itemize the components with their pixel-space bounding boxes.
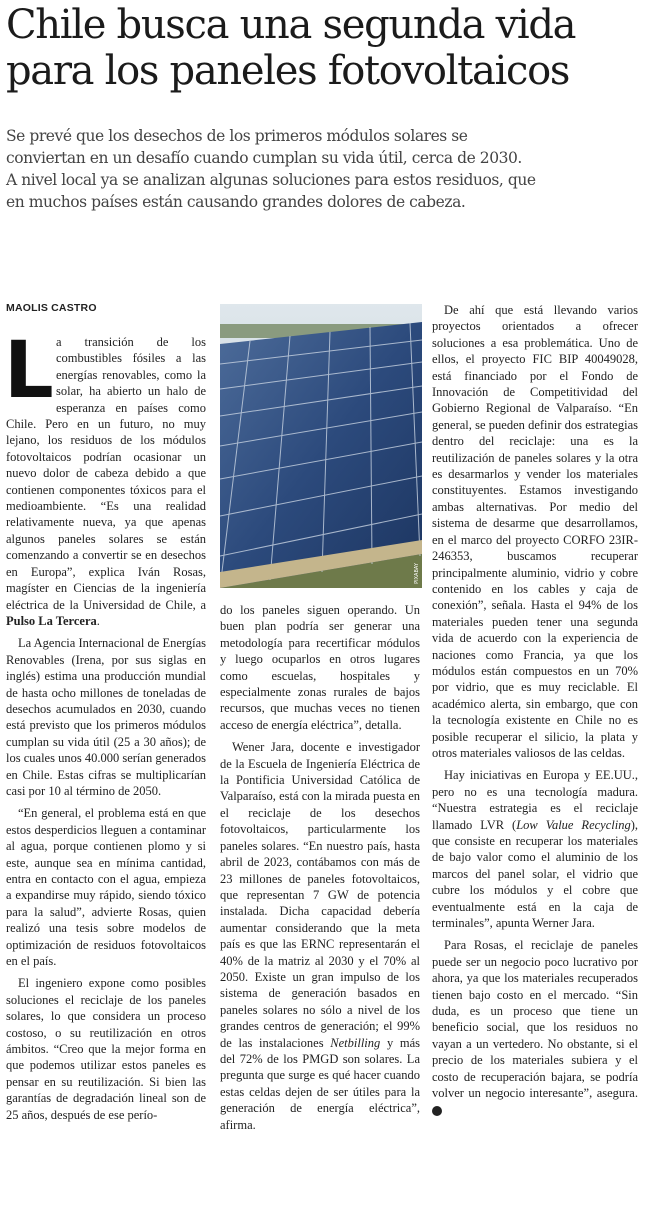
deck-line-4: en muchos países están causando grandes dolores de cabeza.: [6, 193, 466, 211]
deck-line-3: A nivel local ya se analizan algunas soluciones para estos residuos, que: [6, 171, 536, 189]
solar-panels-photo: [220, 304, 422, 588]
paragraph-text: Wener Jara, docente e investigador de la Escuela de Ingeniería Eléctrica de la Pontificia Universidad Católica de Valparaíso, está con la mirada puesta en el reciclaje de los desechos fotovoltaicos, particularmente los paneles solares. “En nuestro país, hasta abril de 2023, contábamos con más de 23 millones de paneles fotovoltaicos, que representan 7 GW de potencia instalada. Dicha capacidad debería aumentar considerando que la meta país es que las ERNC representarán el 40% de la matriz al 2030 y el 70% al 2050. Existe un gran impulso de los sistema de generación basados en paneles solares no sólo a nivel de los grandes centros de generación; el 99% de las instalaciones: [220, 740, 420, 1050]
article-column-1: [4, 326, 206, 1129]
emphasis: Low Value Recycling: [516, 817, 631, 832]
headline: [6, 2, 642, 94]
deck: [6, 125, 642, 213]
paragraph-text: ), que consiste en recuperar los materiales de bajo valor como el aluminio de los marcos del panel solar, el vidrio que cubre los módulos y el cobre que eventualmente está en la caja de terminales”, apunta Werner Jara.: [432, 817, 638, 931]
paragraph: “En general, el problema está en que estos desperdicios lleguen a contaminar al agua, porque contienen plomo y si este, aunque sea en mínima cantidad, entra en contacto con el agua, empieza a expandirse muy rápido, siendo tóxico para la salud”, advierte Rosas, quien realizó una tesis sobre modelos de optimización de residuos fotovoltaicos en el país.: [6, 806, 206, 969]
deck-line-2: conviertan en un desafío cuando cumplan su vida útil, cerca de 2030.: [6, 149, 522, 167]
paragraph-text: Para Rosas, el reciclaje de paneles puede ser un negocio poco lucrativo por ahora, ya que los materiales recuperados tienen bajo costo en el mercado. “Sin duda, es un proceso que tiene un beneficio social, que los residuos no vayan a un vertedero. No obstante, si el precio de los materiales subiera y el costo de recuperación bajara, se podría volver un negocio interesante”, asegura.: [432, 938, 638, 1101]
paragraph-text: Hay iniciativas en Europa y EE.UU., pero no es una tecnología madura. “Nuestra estrategia es el reciclaje llamado LVR (: [432, 768, 638, 832]
paragraph: [220, 739, 420, 1133]
paragraph: El ingeniero expone como posibles soluciones el reciclaje de los paneles solares, lo que considera un proceso costoso, o su reutilización en otros ámbitos. “Creo que la mejor forma en que podemos utilizar estos paneles es pensar en su reutilización. Si bien las garantías de degradación lineal son de 25 años, después de ese perío-: [6, 976, 206, 1122]
deck-line-1: Se prevé que los desechos de los primeros módulos solares se: [6, 127, 468, 145]
article-column-3: [432, 302, 638, 1124]
paragraph: De ahí que está llevando varios proyectos orientados a ofrecer soluciones a esa problemática. Uno de ellos, el proyecto FIC BIP 40049028, está financiado por el Fondo de Innovación de Competitividad del Gobierno Regional de Valparaíso. “En general, se pueden definir dos estrategias dentro del reciclaje: una es la reutilización de paneles solares y la otra es desarmarlos y vender los materiales constituyentes. Estamos investigando ambas alternativas. Por medio del sistema de desarme que desarrollamos, en el marco del proyecto CORFO 23IR-246353, buscamos recuperar principalmente aluminio, vidrio y cobre contenido en los cables y caja de conexión”, señala. Hasta el 94% de los materiales pueden tener una segunda vida de acuerdo con la experiencia de naciones como Francia, ya que los módulos están compuestos en un 70% por vidrio, que es muy reciclable. El académico alerta, sin embargo, que con la tecnología existente en Chile no es posible recuperar el silicio, la plata y otros materiales valiosos de las celdas.: [432, 303, 638, 760]
end-mark-icon: P: [432, 1106, 442, 1116]
article-column-2: [220, 602, 420, 1139]
paragraph: [432, 767, 638, 931]
paragraph-text: .: [96, 613, 100, 628]
paragraph-text: y más del 72% de los PMGD son solares. La pregunta que surge es qué hacer cuando estas celdas dejen de ser útiles para la generación de energía eléctrica”, afirma.: [220, 1035, 420, 1132]
paragraph-text: a transición de los combustibles fósiles a las energías renovables, como la solar, ha abierto un halo de esperanza en países como Chile. Pero en un futuro, no muy lejano, los residuos de los módulos fotovoltaicos podrían ocasionar un nuevo dolor de cabeza debido a que contienen componentes tóxicos para el medioambiente. “Es una realidad relativamente nueva, ya que apenas algunos paneles solares se están comenzando a convertir se en desechos en Europa”, explica Iván Rosas, magíster en Ciencias de la ingeniería eléctrica de la Universidad de Chile, a: [6, 335, 206, 612]
byline: MAOLIS CASTRO: [6, 302, 97, 314]
paragraph: La Agencia Internacional de Energías Renovables (Irena, por sus siglas en inglés) estima una producción mundial de hasta ocho millones de toneladas de desechos acumulados en 2030, cuando está previsto que los primeros módulos cumplan su vida útil (25 a 30 años); de los cuales unos 40.000 serían generados en Chile. Estas cifras se multiplicarían casi por 10 al término de 2050.: [6, 636, 206, 798]
paragraph: [432, 937, 638, 1117]
drop-cap: L: [4, 326, 54, 416]
paragraph: [4, 326, 206, 629]
paragraph: do los paneles siguen operando. Un buen plan podría ser generar una metodología para recertificar módulos y luego ocuparlos en otros lugares como escuelas, hospitales y especialmente zonas rurales de bajos recursos, que muchas veces no tienen acceso de energía eléctrica”, detalla.: [220, 603, 420, 732]
headline-line-2: para los paneles fotovoltaicos: [6, 48, 570, 94]
publication-name: Pulso La Tercera: [6, 613, 97, 628]
solar-panels-icon: [220, 304, 422, 588]
photo-credit: PIXABAY: [414, 563, 420, 584]
emphasis: Netbilling: [330, 1035, 381, 1050]
headline-line-1: Chile busca una segunda vida: [6, 2, 576, 48]
